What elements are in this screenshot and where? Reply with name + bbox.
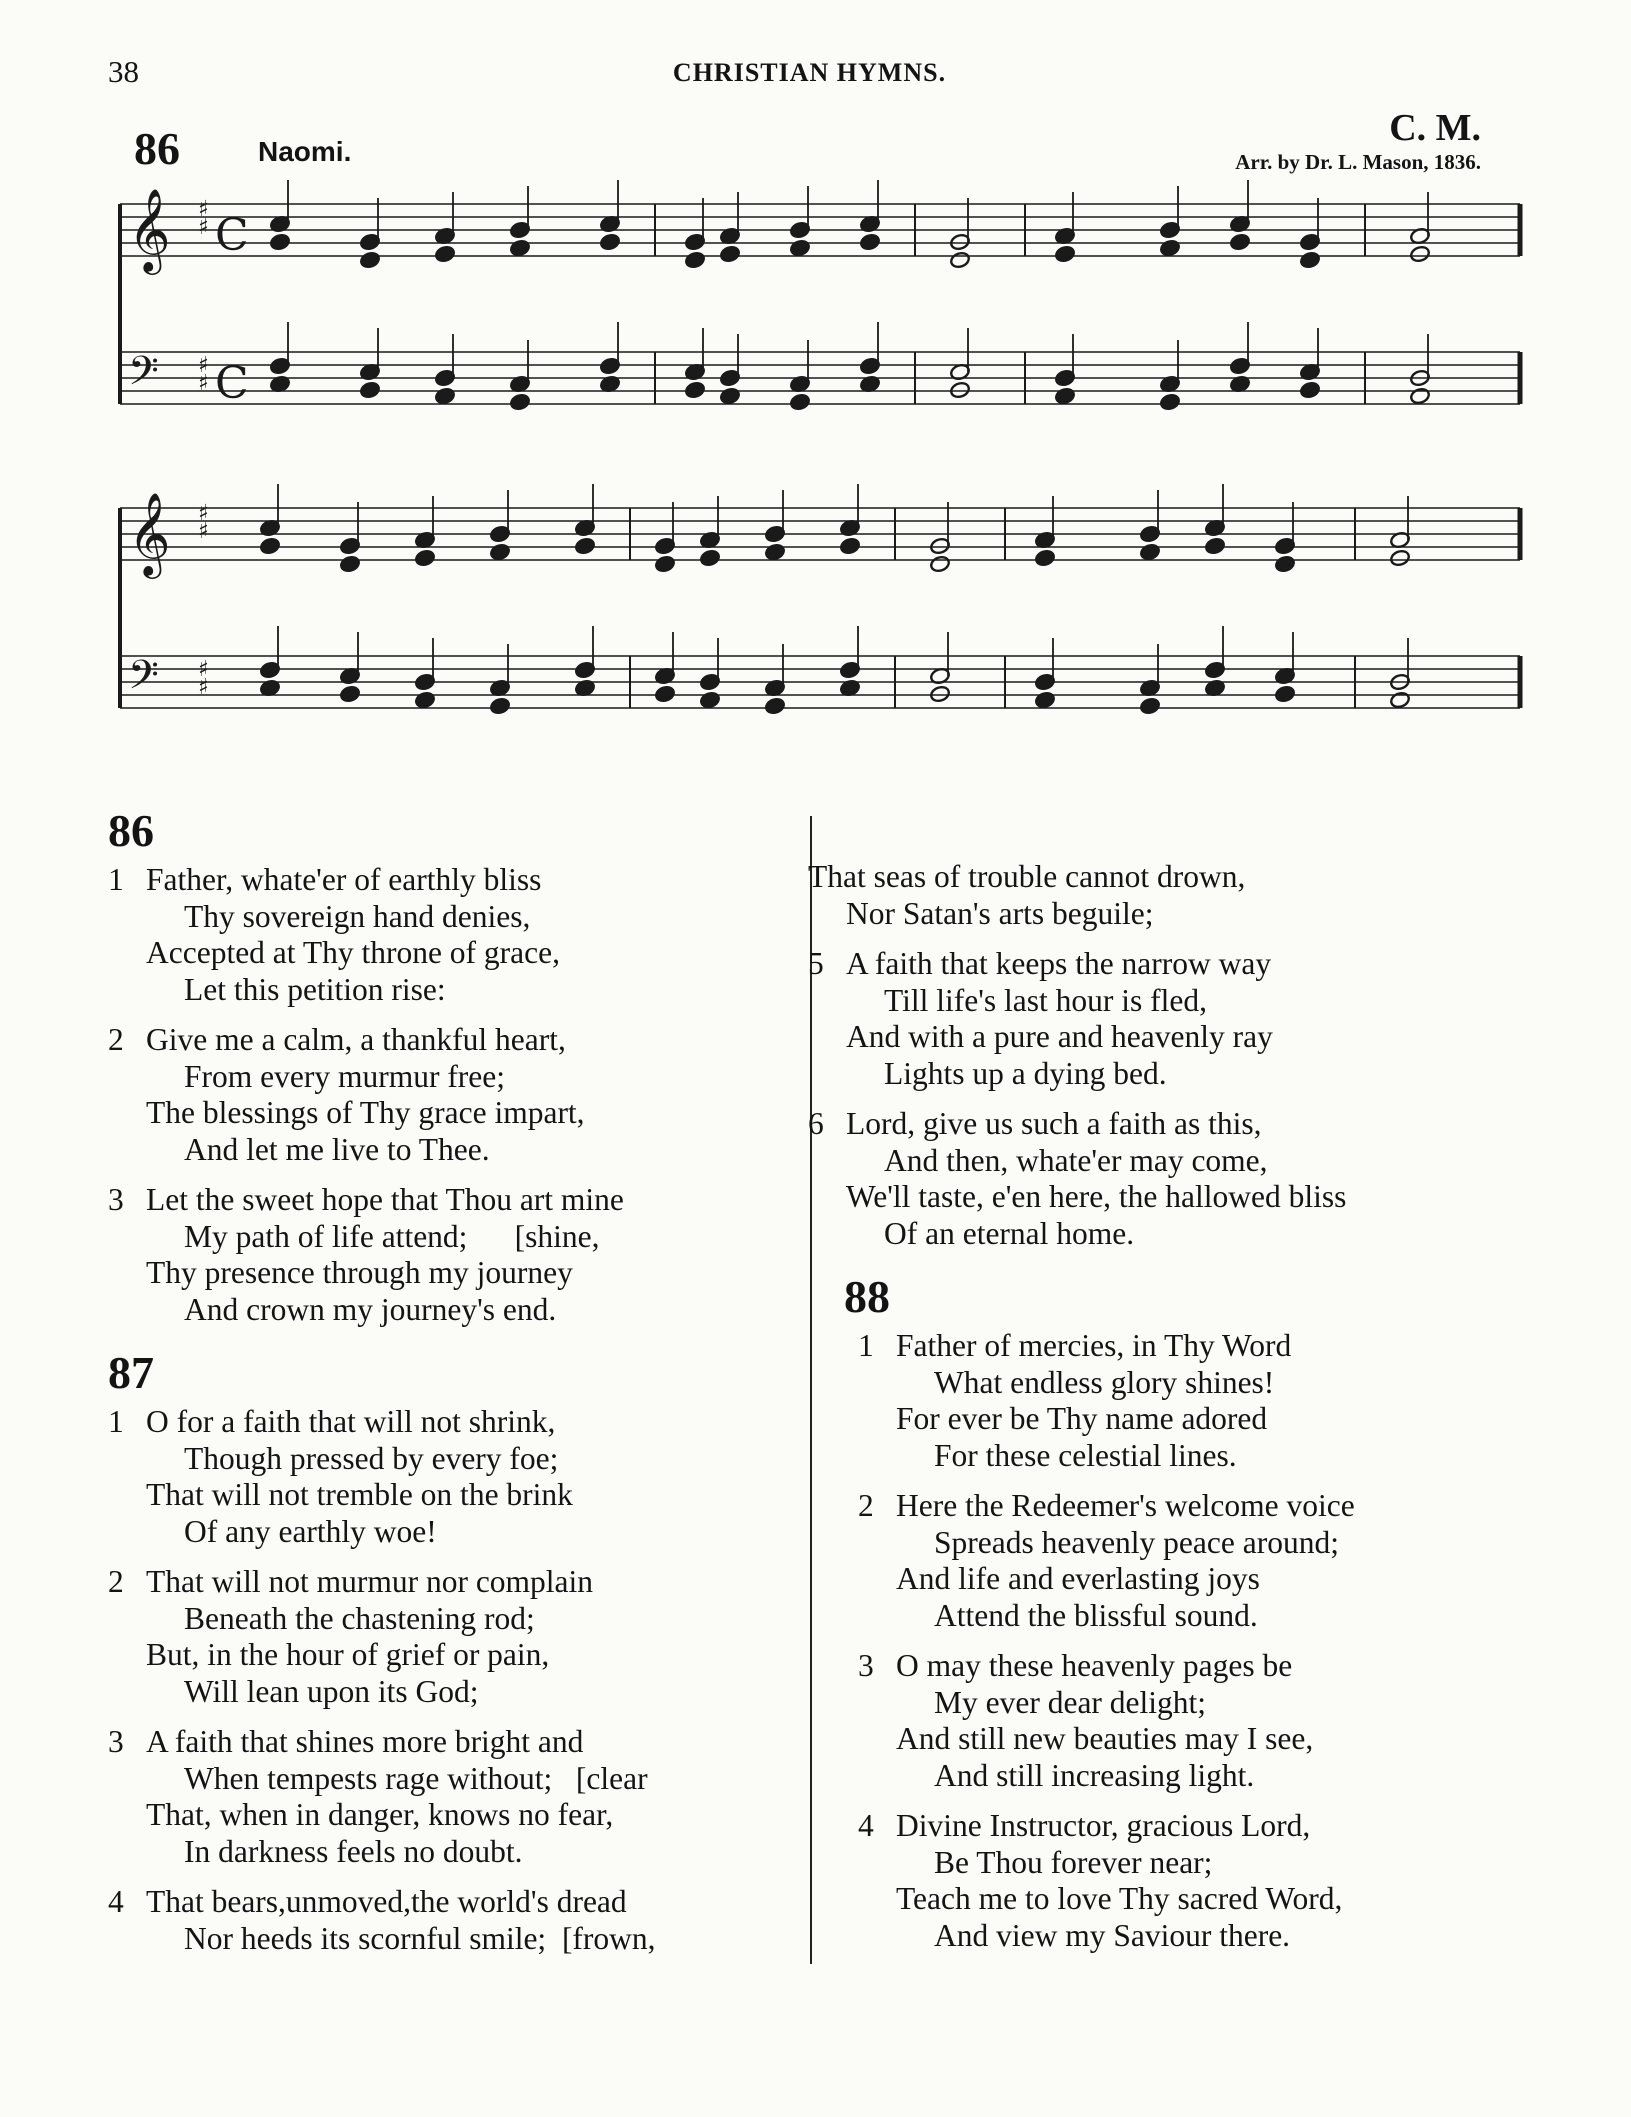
notehead: [789, 393, 810, 411]
stanza-number: 5: [808, 946, 824, 981]
verse-text: But, in the hour of grief or pain,: [146, 1637, 550, 1672]
stanza-number: 3: [108, 1724, 124, 1759]
verse-line: [858, 1881, 1542, 1918]
hymn-88-stanzas: [822, 1328, 1542, 1954]
notehead: [684, 251, 705, 269]
verse-text: We'll taste, e'en here, the hallowed bliss: [846, 1179, 1347, 1214]
verse-text: Father, whate'er of earthly bliss: [146, 862, 542, 897]
right-text-column: [808, 859, 1542, 1968]
verse-text: My ever dear delight;: [934, 1684, 1207, 1720]
verse-line: [858, 1488, 1542, 1525]
hymn-86-stanzas: [108, 862, 808, 1328]
notehead: [1389, 691, 1410, 709]
verse-line: [108, 1674, 808, 1711]
verse-line: [108, 1182, 808, 1219]
sharp-icon: ♯: [198, 657, 209, 682]
verse-line: [858, 1328, 1542, 1365]
verse-line: [108, 1219, 808, 1256]
verse-text: When tempests rage without; [clear: [184, 1760, 648, 1796]
notehead: [1034, 549, 1055, 567]
verse-text: What endless glory shines!: [934, 1364, 1275, 1400]
hymn-number: 87: [108, 1347, 154, 1398]
verse-line: [108, 1601, 808, 1638]
notehead: [789, 239, 810, 257]
verse-line: [108, 1132, 808, 1169]
running-title: CHRISTIAN HYMNS.: [672, 58, 947, 87]
hymn-87-stanzas-continued: [808, 946, 1542, 1252]
verse-text: Give me a calm, a thankful heart,: [146, 1022, 566, 1057]
verse-text: In darkness feels no doubt.: [184, 1833, 523, 1869]
verse-line: [108, 972, 808, 1009]
verse-text: And still increasing light.: [934, 1757, 1255, 1793]
verse-line: [858, 1401, 1542, 1438]
notehead: [259, 537, 280, 555]
verse-line: [858, 1685, 1542, 1722]
stanza-number: 3: [108, 1182, 124, 1217]
verse-text: Let this petition rise:: [184, 971, 446, 1007]
verse-line: [858, 1845, 1542, 1882]
notehead: [1204, 537, 1225, 555]
sharp-icon: ♯: [198, 519, 209, 544]
verse-text: Let the sweet hope that Thou art mine: [146, 1182, 624, 1217]
notehead: [719, 245, 740, 263]
verse-text: Beneath the chastening rod;: [184, 1600, 535, 1636]
stanza-2: [108, 1564, 808, 1710]
verse-text: Till life's last hour is fled,: [884, 982, 1208, 1018]
sharp-icon: ♯: [198, 353, 209, 378]
verse-line: [108, 1884, 808, 1921]
verse-line: [808, 1106, 1542, 1143]
notehead: [414, 691, 435, 709]
stanza-1: [108, 1404, 808, 1550]
verse-line: [108, 862, 808, 899]
hymn-number: 86: [108, 805, 154, 856]
verse-line: [108, 1441, 808, 1478]
verse-text: Accepted at Thy throne of grace,: [146, 935, 560, 970]
notehead: [1229, 233, 1250, 251]
notehead: [1274, 685, 1295, 703]
notehead: [359, 251, 380, 269]
verse-line: [108, 1255, 808, 1292]
verse-text: And let me live to Thee.: [184, 1131, 490, 1167]
verse-line: [108, 1761, 808, 1798]
verse-text: O may these heavenly pages be: [896, 1648, 1293, 1683]
verse-line: [108, 935, 808, 972]
tune-name: Naomi.: [258, 136, 352, 167]
verse-line: [858, 1365, 1542, 1402]
verse-text: And with a pure and heavenly ray: [846, 1019, 1273, 1054]
notehead: [929, 555, 950, 573]
notehead: [1054, 387, 1075, 405]
notehead: [1139, 697, 1160, 715]
arranger-credit: Arr. by Dr. L. Mason, 1836.: [1235, 150, 1481, 174]
stanza-1: [108, 862, 808, 1008]
notehead: [599, 233, 620, 251]
verse-line: [108, 1637, 808, 1674]
verse-text: Teach me to love Thy sacred Word,: [896, 1881, 1343, 1916]
verse-line: [108, 1095, 808, 1132]
stanza-3: [108, 1724, 808, 1870]
hymn-87-stanzas: [108, 1404, 808, 1957]
verse-text: And then, whate'er may come,: [884, 1142, 1268, 1178]
stanza-4-continued: [808, 859, 1542, 932]
stanza-number: 4: [108, 1884, 124, 1919]
verse-text: Be Thou forever near;: [934, 1844, 1213, 1880]
verse-text: And still new beauties may I see,: [896, 1721, 1314, 1756]
verse-text: Thy sovereign hand denies,: [184, 898, 531, 934]
verse-line: That seas of trouble cannot drown,: [808, 859, 1246, 894]
stanza-6: [808, 1106, 1542, 1252]
verse-text: That bears,unmoved,the world's dread: [146, 1884, 627, 1919]
verse-line: [808, 1019, 1542, 1056]
notehead: [719, 387, 740, 405]
stanza-5: [808, 946, 1542, 1092]
verse-text: Here the Redeemer's welcome voice: [896, 1488, 1355, 1523]
verse-text: A faith that keeps the narrow way: [846, 946, 1272, 981]
notehead: [684, 381, 705, 399]
notehead: [1054, 245, 1075, 263]
stanza-number: 2: [858, 1488, 874, 1523]
treble-clef-icon: 𝄞: [128, 491, 171, 575]
verse-line: [808, 946, 1542, 983]
notehead: [1034, 691, 1055, 709]
stanza-2: [108, 1022, 808, 1168]
verse-line: [808, 1143, 1542, 1180]
verse-text: For these celestial lines.: [934, 1437, 1237, 1473]
verse-line: [858, 1561, 1542, 1598]
notehead: [359, 381, 380, 399]
treble-clef-icon: 𝄞: [128, 187, 171, 271]
notehead: [1139, 543, 1160, 561]
notehead: [509, 239, 530, 257]
stanza-2: [858, 1488, 1542, 1634]
verse-text: A faith that shines more bright and: [146, 1724, 584, 1759]
time-signature: C: [215, 210, 249, 261]
meter-label: C. M.: [1389, 107, 1481, 149]
notehead: [509, 393, 530, 411]
notehead: [699, 549, 720, 567]
verse-text: For ever be Thy name adored: [896, 1401, 1268, 1436]
stanza-number: 1: [858, 1328, 874, 1363]
verse-text: From every murmur free;: [184, 1058, 506, 1094]
notehead: [839, 537, 860, 555]
time-signature: C: [215, 358, 249, 409]
verse-line: [808, 983, 1542, 1020]
verse-line: [808, 1179, 1542, 1216]
verse-text: And life and everlasting joys: [896, 1561, 1260, 1596]
notehead: [489, 543, 510, 561]
notehead: [269, 233, 290, 251]
stanza-1: [858, 1328, 1542, 1474]
verse-line: [108, 1724, 808, 1761]
stanza-4: [858, 1808, 1542, 1954]
notehead: [1409, 245, 1430, 263]
notehead: [764, 697, 785, 715]
verse-text: Thy presence through my journey: [146, 1255, 573, 1290]
verse-line: Nor Satan's arts beguile;: [846, 895, 1154, 931]
hymn-86: [108, 800, 808, 1328]
tune-number: 86: [134, 123, 180, 174]
verse-text: That, when in danger, knows no fear,: [146, 1797, 614, 1832]
verse-text: That will not murmur nor complain: [146, 1564, 594, 1599]
verse-line: [858, 1648, 1542, 1685]
stanza-number: 2: [108, 1564, 124, 1599]
verse-text: My path of life attend; [shine,: [184, 1218, 600, 1254]
notehead: [949, 251, 970, 269]
verse-text: Nor heeds its scornful smile; [frown,: [184, 1920, 656, 1956]
notehead: [859, 233, 880, 251]
notehead: [414, 549, 435, 567]
verse-text: O for a faith that will not shrink,: [146, 1404, 556, 1439]
verse-line: [108, 1404, 808, 1441]
verse-line: [108, 1564, 808, 1601]
verse-text: Of any earthly woe!: [184, 1513, 437, 1549]
bass-clef-icon: 𝄢: [128, 348, 159, 404]
stanza-3: [858, 1648, 1542, 1794]
verse-text: Lights up a dying bed.: [884, 1055, 1167, 1091]
sharp-icon: ♯: [198, 215, 209, 240]
sharp-icon: ♯: [198, 501, 209, 526]
notehead: [929, 685, 950, 703]
notehead: [1159, 393, 1180, 411]
verse-text: Divine Instructor, gracious Lord,: [896, 1808, 1311, 1843]
notehead: [339, 555, 360, 573]
notehead: [1299, 251, 1320, 269]
stanza-number: 6: [808, 1106, 824, 1141]
sharp-icon: ♯: [198, 371, 209, 396]
verse-line: [808, 1056, 1542, 1093]
verse-text: That will not tremble on the brink: [146, 1477, 573, 1512]
verse-line: [858, 1598, 1542, 1635]
verse-text: Though pressed by every foe;: [184, 1440, 559, 1476]
left-text-column: [108, 800, 808, 1971]
verse-line: [108, 1921, 808, 1958]
verse-text: Father of mercies, in Thy Word: [896, 1328, 1292, 1363]
stanza-number: 4: [858, 1808, 874, 1843]
verse-text: Spreads heavenly peace around;: [934, 1524, 1339, 1560]
verse-line: [108, 1292, 808, 1329]
verse-text: And crown my journey's end.: [184, 1291, 557, 1327]
verse-line: [108, 1797, 808, 1834]
page-number: 38: [108, 54, 139, 89]
notehead: [434, 245, 455, 263]
notehead: [1159, 239, 1180, 257]
notehead: [489, 697, 510, 715]
sharp-icon: ♯: [198, 675, 209, 700]
notehead: [574, 537, 595, 555]
stanza-4: [108, 1884, 808, 1957]
sharp-icon: ♯: [198, 197, 209, 222]
notehead: [339, 685, 360, 703]
notehead: [1389, 549, 1410, 567]
stanza-3: [108, 1182, 808, 1328]
hymn-87: [108, 1342, 808, 1957]
hymn-87-continued: [808, 859, 1542, 1252]
stanza-number: 2: [108, 1022, 124, 1057]
verse-line: [858, 1721, 1542, 1758]
page-header: [108, 54, 1511, 94]
verse-text: And view my Saviour there.: [934, 1917, 1291, 1953]
verse-line: [108, 1477, 808, 1514]
verse-line: [108, 1022, 808, 1059]
tune-heading: [134, 106, 1481, 176]
verse-text: Of an eternal home.: [884, 1215, 1135, 1251]
verse-text: Will lean upon its God;: [184, 1673, 479, 1709]
notehead: [654, 685, 675, 703]
stanza-number: 1: [108, 862, 124, 897]
notehead: [699, 691, 720, 709]
notehead: [764, 543, 785, 561]
notehead: [1299, 381, 1320, 399]
verse-text: The blessings of Thy grace impart,: [146, 1095, 585, 1130]
notehead: [434, 387, 455, 405]
verse-line: [108, 1834, 808, 1871]
verse-line: [108, 899, 808, 936]
notehead: [949, 381, 970, 399]
hymn-88: [822, 1266, 1542, 1954]
hymn-number: 88: [844, 1271, 890, 1322]
notehead: [654, 555, 675, 573]
verse-text: Lord, give us such a faith as this,: [846, 1106, 1262, 1141]
verse-line: [108, 1514, 808, 1551]
stanza-number: 3: [858, 1648, 874, 1683]
verse-text: Attend the blissful sound.: [934, 1597, 1258, 1633]
verse-line: [858, 1438, 1542, 1475]
verse-line: [858, 1525, 1542, 1562]
verse-line: [108, 1059, 808, 1096]
verse-line: [808, 1216, 1542, 1253]
verse-line: [858, 1758, 1542, 1795]
bass-clef-icon: 𝄢: [128, 652, 159, 708]
music-score: [110, 180, 1530, 790]
verse-line: [858, 1918, 1542, 1955]
notehead: [1274, 555, 1295, 573]
notehead: [1409, 387, 1430, 405]
stanza-number: 1: [108, 1404, 124, 1439]
verse-line: [858, 1808, 1542, 1845]
